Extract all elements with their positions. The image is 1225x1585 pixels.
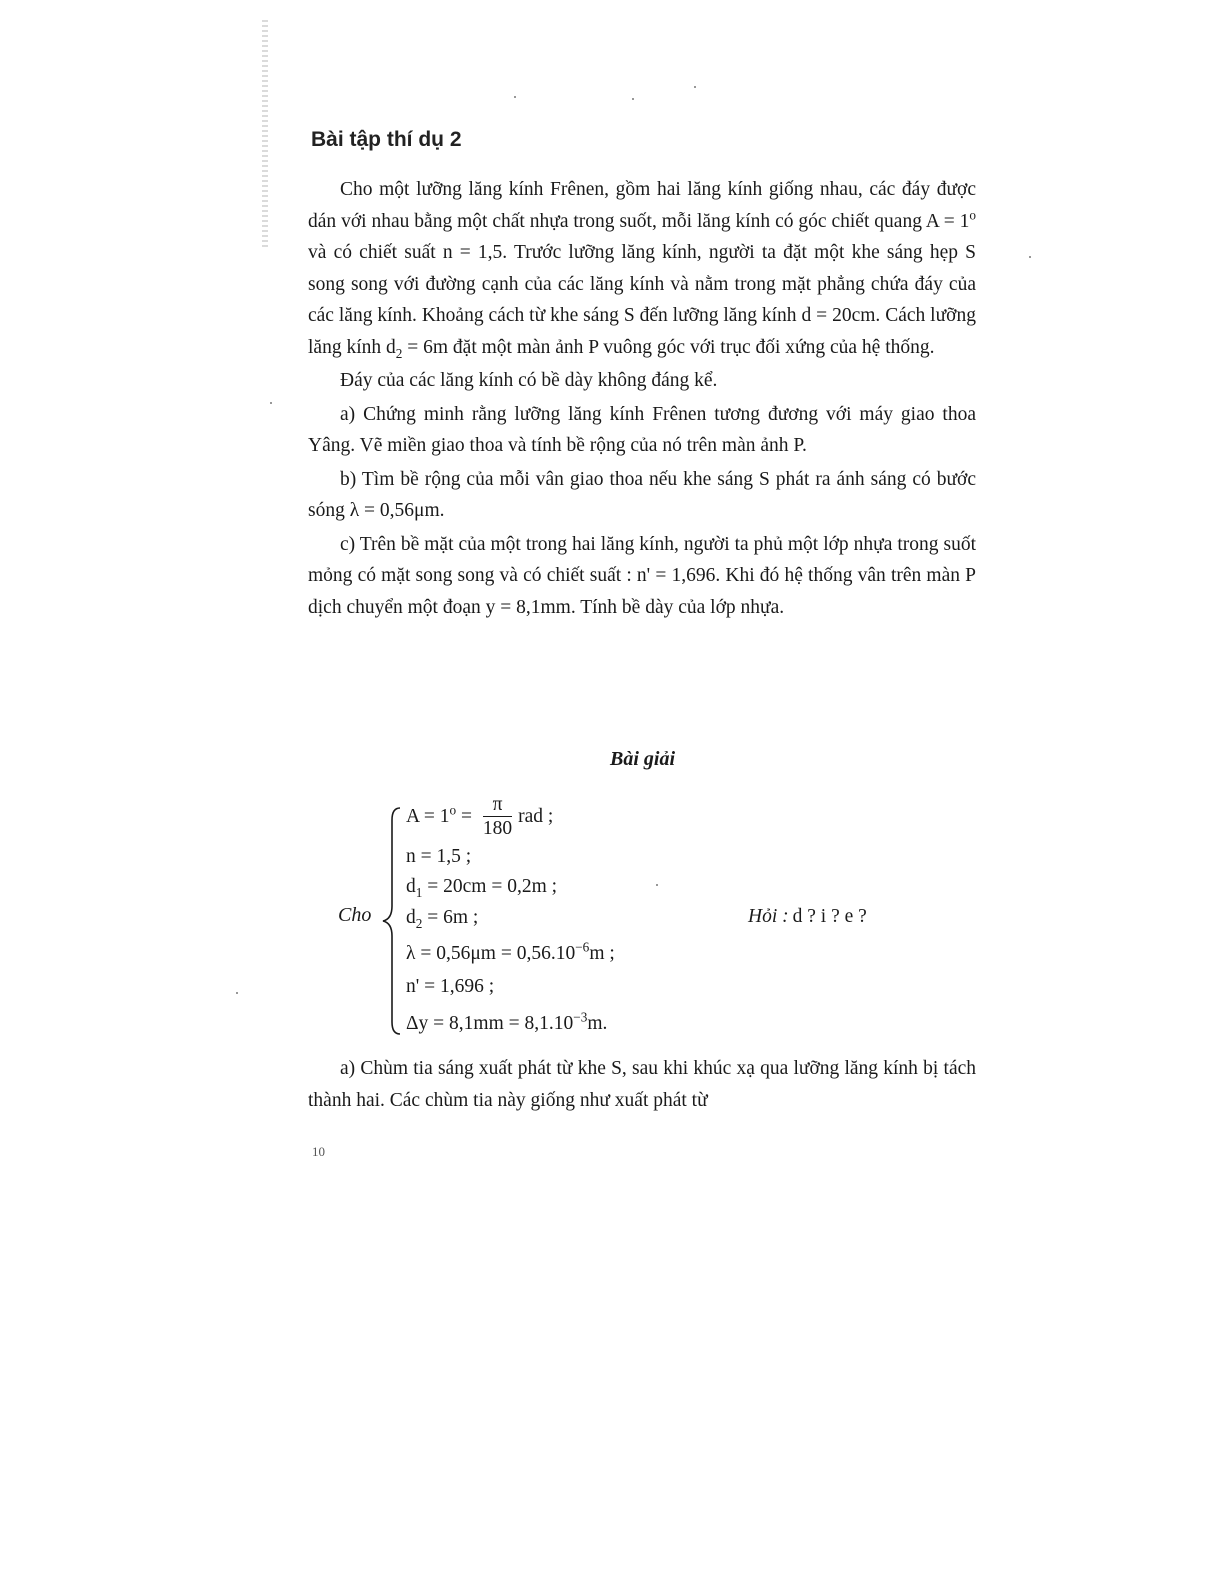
problem-paragraph-1 [308,174,976,363]
text-run: = 20cm = 0,2m ; [422,876,558,897]
problem-paragraph-2: Đáy của các lăng kính có bề dày không đáng kể. [340,370,718,391]
problem-statement [308,174,976,625]
given-row-n: n = 1,5 ; [406,846,472,867]
text-run: và có chiết suất n = 1,5. Trước lưỡng lăng kính, người ta đặt một khe sáng hẹp S song song với đường cạnh của các lăng kính và nằm trong mặt phẳng chứa đáy của các lăng kính. Khoảng cách từ khe sáng S đến lưỡng lăng kính d = 20cm. Cách lưỡng lăng kính d [308,242,976,358]
scan-speck [236,992,238,994]
text-run: m ; [589,943,615,964]
unknowns [748,906,867,928]
degree-superscript: o [449,802,457,818]
answer-a: a) Chùm tia sáng xuất phát từ khe S, sau khi khúc xạ qua lưỡng lăng kính bị tách thành hai. Các chùm tia này giống như xuất phát từ [308,1058,976,1111]
scan-speck [656,884,658,886]
scan-speck [632,98,634,100]
given-label: Cho [338,904,372,926]
fraction-denominator: 180 [482,818,513,839]
text-run: m. [587,1013,608,1034]
scan-speck [694,86,696,88]
text-run: d [406,907,416,928]
solution-body [308,1053,976,1118]
text-run: Cho một lưỡng lăng kính Frênen, gồm hai lăng kính giống nhau, các đáy được dán với nhau bằng một chất nhựa trong suốt, mỗi lăng kính có góc chiết quang A = 1 [308,179,976,232]
text-run: λ = 0,56μm = 0,56.10 [406,943,576,964]
page-number: 10 [312,1144,325,1159]
solution-title: Bài giải [609,748,675,770]
given-row-lambda [406,939,615,965]
subscript: 1 [415,884,423,900]
unknowns-label: Hỏi : [748,906,789,927]
scan-speck [1029,256,1031,258]
subscript: 2 [415,915,423,931]
question-b: b) Tìm bề rộng của mỗi vân giao thoa nếu khe sáng S phát ra ánh sáng có bước sóng λ = 0,56μm. [308,468,976,521]
text-run: Δy = 8,1mm = 8,1.10 [406,1013,574,1034]
scan-speck [270,402,272,404]
text-run: d [406,876,416,897]
text-run: rad ; [518,805,554,827]
text-run: = [456,805,473,827]
text-run: A = 1 [406,805,450,827]
given-row-angle [406,794,553,841]
degree-superscript: o [969,207,976,222]
scan-edge-noise [262,20,268,250]
given-row-d2 [406,907,478,929]
given-row-d1 [406,876,557,898]
scan-speck [514,96,516,98]
given-row-delta-y [406,1009,608,1035]
left-brace-icon [380,806,404,1036]
subscript: 2 [395,345,403,361]
exponent: −3 [573,1009,588,1025]
exercise-heading: Bài tập thí dụ 2 [311,128,462,151]
exponent: −6 [575,939,590,955]
question-a: a) Chứng minh rằng lưỡng lăng kính Frênen tương đương với máy giao thoa Yâng. Vẽ miền giao thoa và tính bề rộng của nó trên màn ảnh P. [308,403,976,456]
text-run: = 6m ; [422,907,479,928]
fraction-numerator: π [483,794,512,817]
fraction [483,794,512,841]
text-run: = 6m đặt một màn ảnh P vuông góc với trục đối xứng của hệ thống. [402,336,935,358]
unknowns-text: d ? i ? e ? [792,906,867,927]
given-row-n-prime: n' = 1,696 ; [406,976,495,997]
question-c: c) Trên bề mặt của một trong hai lăng kính, người ta phủ một lớp nhựa trong suốt mỏng có mặt song song và có chiết suất : n' = 1,696. Khi đó hệ thống vân trên màn P dịch chuyển một đoạn y = 8,1mm. Tính bề dày của lớp nhựa. [308,533,976,618]
